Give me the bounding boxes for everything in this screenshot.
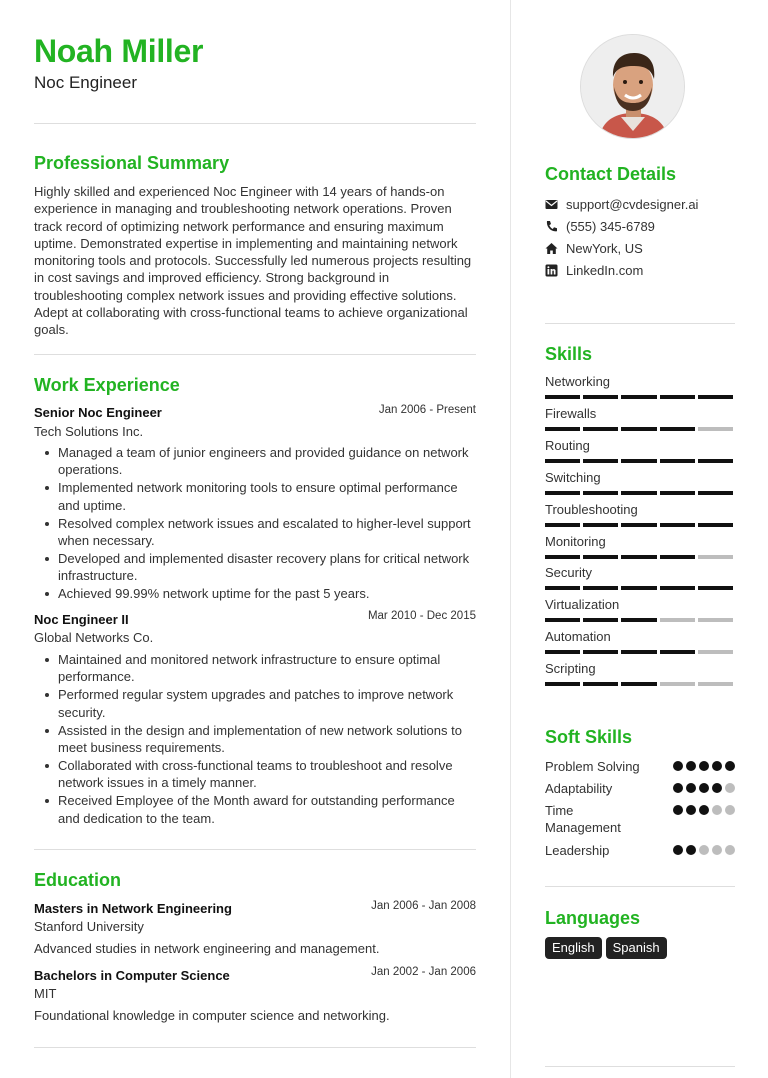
summary-heading: Professional Summary: [34, 153, 230, 173]
skill-segment: [698, 395, 733, 399]
job-date-1: Jan 2006 - Present: [378, 404, 476, 416]
list-item: Assisted in the design and implementation of new network solutions to meet business requirements.: [34, 722, 476, 757]
skill-segment: [583, 650, 618, 654]
skill-level-bar: [545, 459, 733, 463]
skill-segment: [621, 586, 656, 590]
skill-segment: [621, 395, 656, 399]
skill-segment: [660, 682, 695, 686]
skill-segment: [545, 459, 580, 463]
education-heading: Education: [34, 870, 122, 890]
divider: [34, 123, 476, 124]
contact-email-text: support@cvdesigner.ai: [566, 197, 699, 212]
linkedin-icon: [545, 264, 558, 277]
skill-label: Routing: [545, 438, 590, 453]
divider: [34, 354, 476, 355]
rating-dot: [673, 783, 683, 793]
skill-segment: [621, 650, 656, 654]
contact-location: [545, 241, 643, 256]
skill-label: Automation: [545, 629, 611, 644]
contact-phone[interactable]: [545, 219, 655, 234]
home-icon: [545, 242, 558, 255]
soft-skill-label: Adaptability: [545, 781, 613, 796]
list-item: Implemented network monitoring tools to ensure optimal performance and uptime.: [34, 479, 476, 514]
contact-phone-text: (555) 345-6789: [566, 219, 655, 234]
divider: [34, 1047, 476, 1048]
skill-segment: [545, 491, 580, 495]
skill-segment: [698, 427, 733, 431]
skill-segment: [583, 586, 618, 590]
skill-label: Networking: [545, 374, 611, 389]
skill-label: Firewalls: [545, 406, 597, 421]
contact-linkedin[interactable]: [545, 263, 643, 278]
skill-label: Security: [545, 565, 592, 580]
rating-dot: [686, 805, 696, 815]
skill-segment: [583, 682, 618, 686]
skill-segment: [583, 459, 618, 463]
edu-date-2: Jan 2002 - Jan 2006: [371, 966, 476, 978]
skill-segment: [545, 555, 580, 559]
soft-skill-rating: [673, 761, 735, 771]
skill-segment: [583, 555, 618, 559]
skill-segment: [545, 682, 580, 686]
rating-dot: [699, 783, 709, 793]
skill-label: Virtualization: [545, 597, 620, 612]
rating-dot: [725, 761, 735, 771]
list-item: Resolved complex network issues and escalated to higher-level support when necessary.: [34, 515, 476, 550]
skill-segment: [621, 427, 656, 431]
skill-segment: [698, 586, 733, 590]
skill-segment: [660, 555, 695, 559]
divider: [545, 886, 735, 887]
skill-level-bar: [545, 427, 733, 431]
skill-segment: [660, 586, 695, 590]
skill-segment: [660, 427, 695, 431]
language-tag: Spanish: [606, 937, 667, 959]
rating-dot: [712, 845, 722, 855]
skill-segment: [545, 395, 580, 399]
rating-dot: [712, 805, 722, 815]
skill-level-bar: [545, 395, 733, 399]
candidate-title: Noc Engineer: [34, 73, 138, 92]
skill-segment: [698, 618, 733, 622]
skill-segment: [545, 427, 580, 431]
rating-dot: [699, 761, 709, 771]
rating-dot: [725, 845, 735, 855]
job-company-2: Global Networks Co.: [34, 630, 154, 645]
experience-heading: Work Experience: [34, 375, 180, 395]
skill-segment: [660, 395, 695, 399]
rating-dot: [712, 783, 722, 793]
rating-dot: [686, 783, 696, 793]
contact-heading: Contact Details: [545, 164, 677, 184]
skill-segment: [583, 618, 618, 622]
edu-desc-2: Foundational knowledge in computer science and networking.: [34, 1008, 390, 1023]
divider: [545, 1066, 735, 1067]
skill-segment: [698, 682, 733, 686]
skill-segment: [660, 491, 695, 495]
skill-segment: [660, 650, 695, 654]
edu-degree-1: Masters in Network Engineering: [34, 901, 232, 916]
job-company-1: Tech Solutions Inc.: [34, 424, 144, 439]
list-item: Developed and implemented disaster recovery plans for critical network infrastructure.: [34, 550, 476, 585]
skill-label: Switching: [545, 470, 601, 485]
job-date-2: Mar 2010 - Dec 2015: [367, 610, 476, 622]
rating-dot: [686, 845, 696, 855]
divider: [34, 849, 476, 850]
skill-label: Troubleshooting: [545, 502, 638, 517]
skill-segment: [621, 491, 656, 495]
rating-dot: [699, 845, 709, 855]
list-item: Achieved 99.99% network uptime for the past 5 years.: [34, 585, 476, 602]
skill-level-bar: [545, 650, 733, 654]
skill-segment: [545, 586, 580, 590]
rating-dot: [725, 805, 735, 815]
skill-segment: [583, 427, 618, 431]
skill-segment: [621, 523, 656, 527]
job-title-1: Senior Noc Engineer: [34, 405, 162, 420]
skill-segment: [545, 650, 580, 654]
list-item: Collaborated with cross-functional teams to troubleshoot and resolve network issues in a timely manner.: [34, 757, 476, 792]
rating-dot: [712, 761, 722, 771]
skill-label: Scripting: [545, 661, 596, 676]
rating-dot: [673, 761, 683, 771]
profile-photo: [581, 35, 685, 139]
list-item: Maintained and monitored network infrastructure to ensure optimal performance.: [34, 651, 476, 686]
skill-segment: [621, 555, 656, 559]
edu-desc-1: Advanced studies in network engineering and management.: [34, 941, 380, 956]
soft-skill-rating: [673, 783, 735, 793]
list-item: Received Employee of the Month award for outstanding performance and dedication to the team.: [34, 792, 476, 827]
skill-segment: [545, 618, 580, 622]
skill-segment: [698, 491, 733, 495]
soft-skill-rating: [673, 805, 735, 815]
soft-skill-label: Problem Solving: [545, 759, 640, 774]
skill-segment: [583, 395, 618, 399]
skill-level-bar: [545, 555, 733, 559]
skill-segment: [698, 523, 733, 527]
skill-level-bar: [545, 523, 733, 527]
soft-skill-label: Leadership: [545, 843, 610, 858]
list-item: Performed regular system upgrades and patches to improve network security.: [34, 686, 476, 721]
skills-heading: Skills: [545, 344, 593, 364]
languages-heading: Languages: [545, 908, 641, 928]
envelope-icon: [545, 198, 558, 211]
skill-level-bar: [545, 586, 733, 590]
skill-segment: [621, 682, 656, 686]
skill-segment: [545, 523, 580, 527]
edu-degree-2: Bachelors in Computer Science: [34, 968, 230, 983]
skill-segment: [660, 459, 695, 463]
skill-segment: [698, 555, 733, 559]
skill-segment: [621, 618, 656, 622]
skill-segment: [698, 459, 733, 463]
languages-list: [545, 937, 667, 959]
rating-dot: [673, 845, 683, 855]
job-bullets-2: [34, 651, 476, 828]
soft-skill-rating: [673, 845, 735, 855]
divider: [545, 323, 735, 324]
rating-dot: [699, 805, 709, 815]
edu-date-1: Jan 2006 - Jan 2008: [371, 900, 476, 912]
rating-dot: [673, 805, 683, 815]
skill-segment: [660, 523, 695, 527]
avatar: [580, 34, 685, 139]
skill-segment: [583, 491, 618, 495]
edu-school-1: Stanford University: [34, 919, 144, 934]
edu-school-2: MIT: [34, 986, 57, 1001]
skill-level-bar: [545, 618, 733, 622]
soft-skills-heading: Soft Skills: [545, 727, 633, 747]
rating-dot: [725, 783, 735, 793]
skill-segment: [698, 650, 733, 654]
skill-level-bar: [545, 491, 733, 495]
contact-email[interactable]: [545, 197, 698, 212]
candidate-name: Noah Miller: [34, 33, 204, 69]
contact-location-text: NewYork, US: [566, 241, 643, 256]
skill-segment: [660, 618, 695, 622]
summary-text: Highly skilled and experienced Noc Engineer with 14 years of hands-on experience in managing and troubleshooting network operations. Proven track record of optimizing network performance and ensuring maximum uptime. Demonstrated expertise in implementing and maintaining network monitoring tools and protocols. Successfully led numerous projects resulting in cost savings and improved efficiency. Strong background in troubleshooting complex network issues and providing effective solutions. Adept at collaborating with cross-functional teams to achieve organizational goals.: [34, 184, 472, 338]
column-divider: [510, 0, 511, 1078]
list-item: Managed a team of junior engineers and provided guidance on network operations.: [34, 444, 476, 479]
skill-label: Monitoring: [545, 534, 606, 549]
job-title-2: Noc Engineer II: [34, 612, 129, 627]
job-bullets-1: [34, 444, 476, 603]
skill-segment: [621, 459, 656, 463]
contact-linkedin-text: LinkedIn.com: [566, 263, 644, 278]
soft-skill-label: Time Management: [545, 803, 621, 835]
skill-level-bar: [545, 682, 733, 686]
language-tag: English: [545, 937, 602, 959]
skill-segment: [583, 523, 618, 527]
phone-icon: [545, 220, 558, 233]
rating-dot: [686, 761, 696, 771]
